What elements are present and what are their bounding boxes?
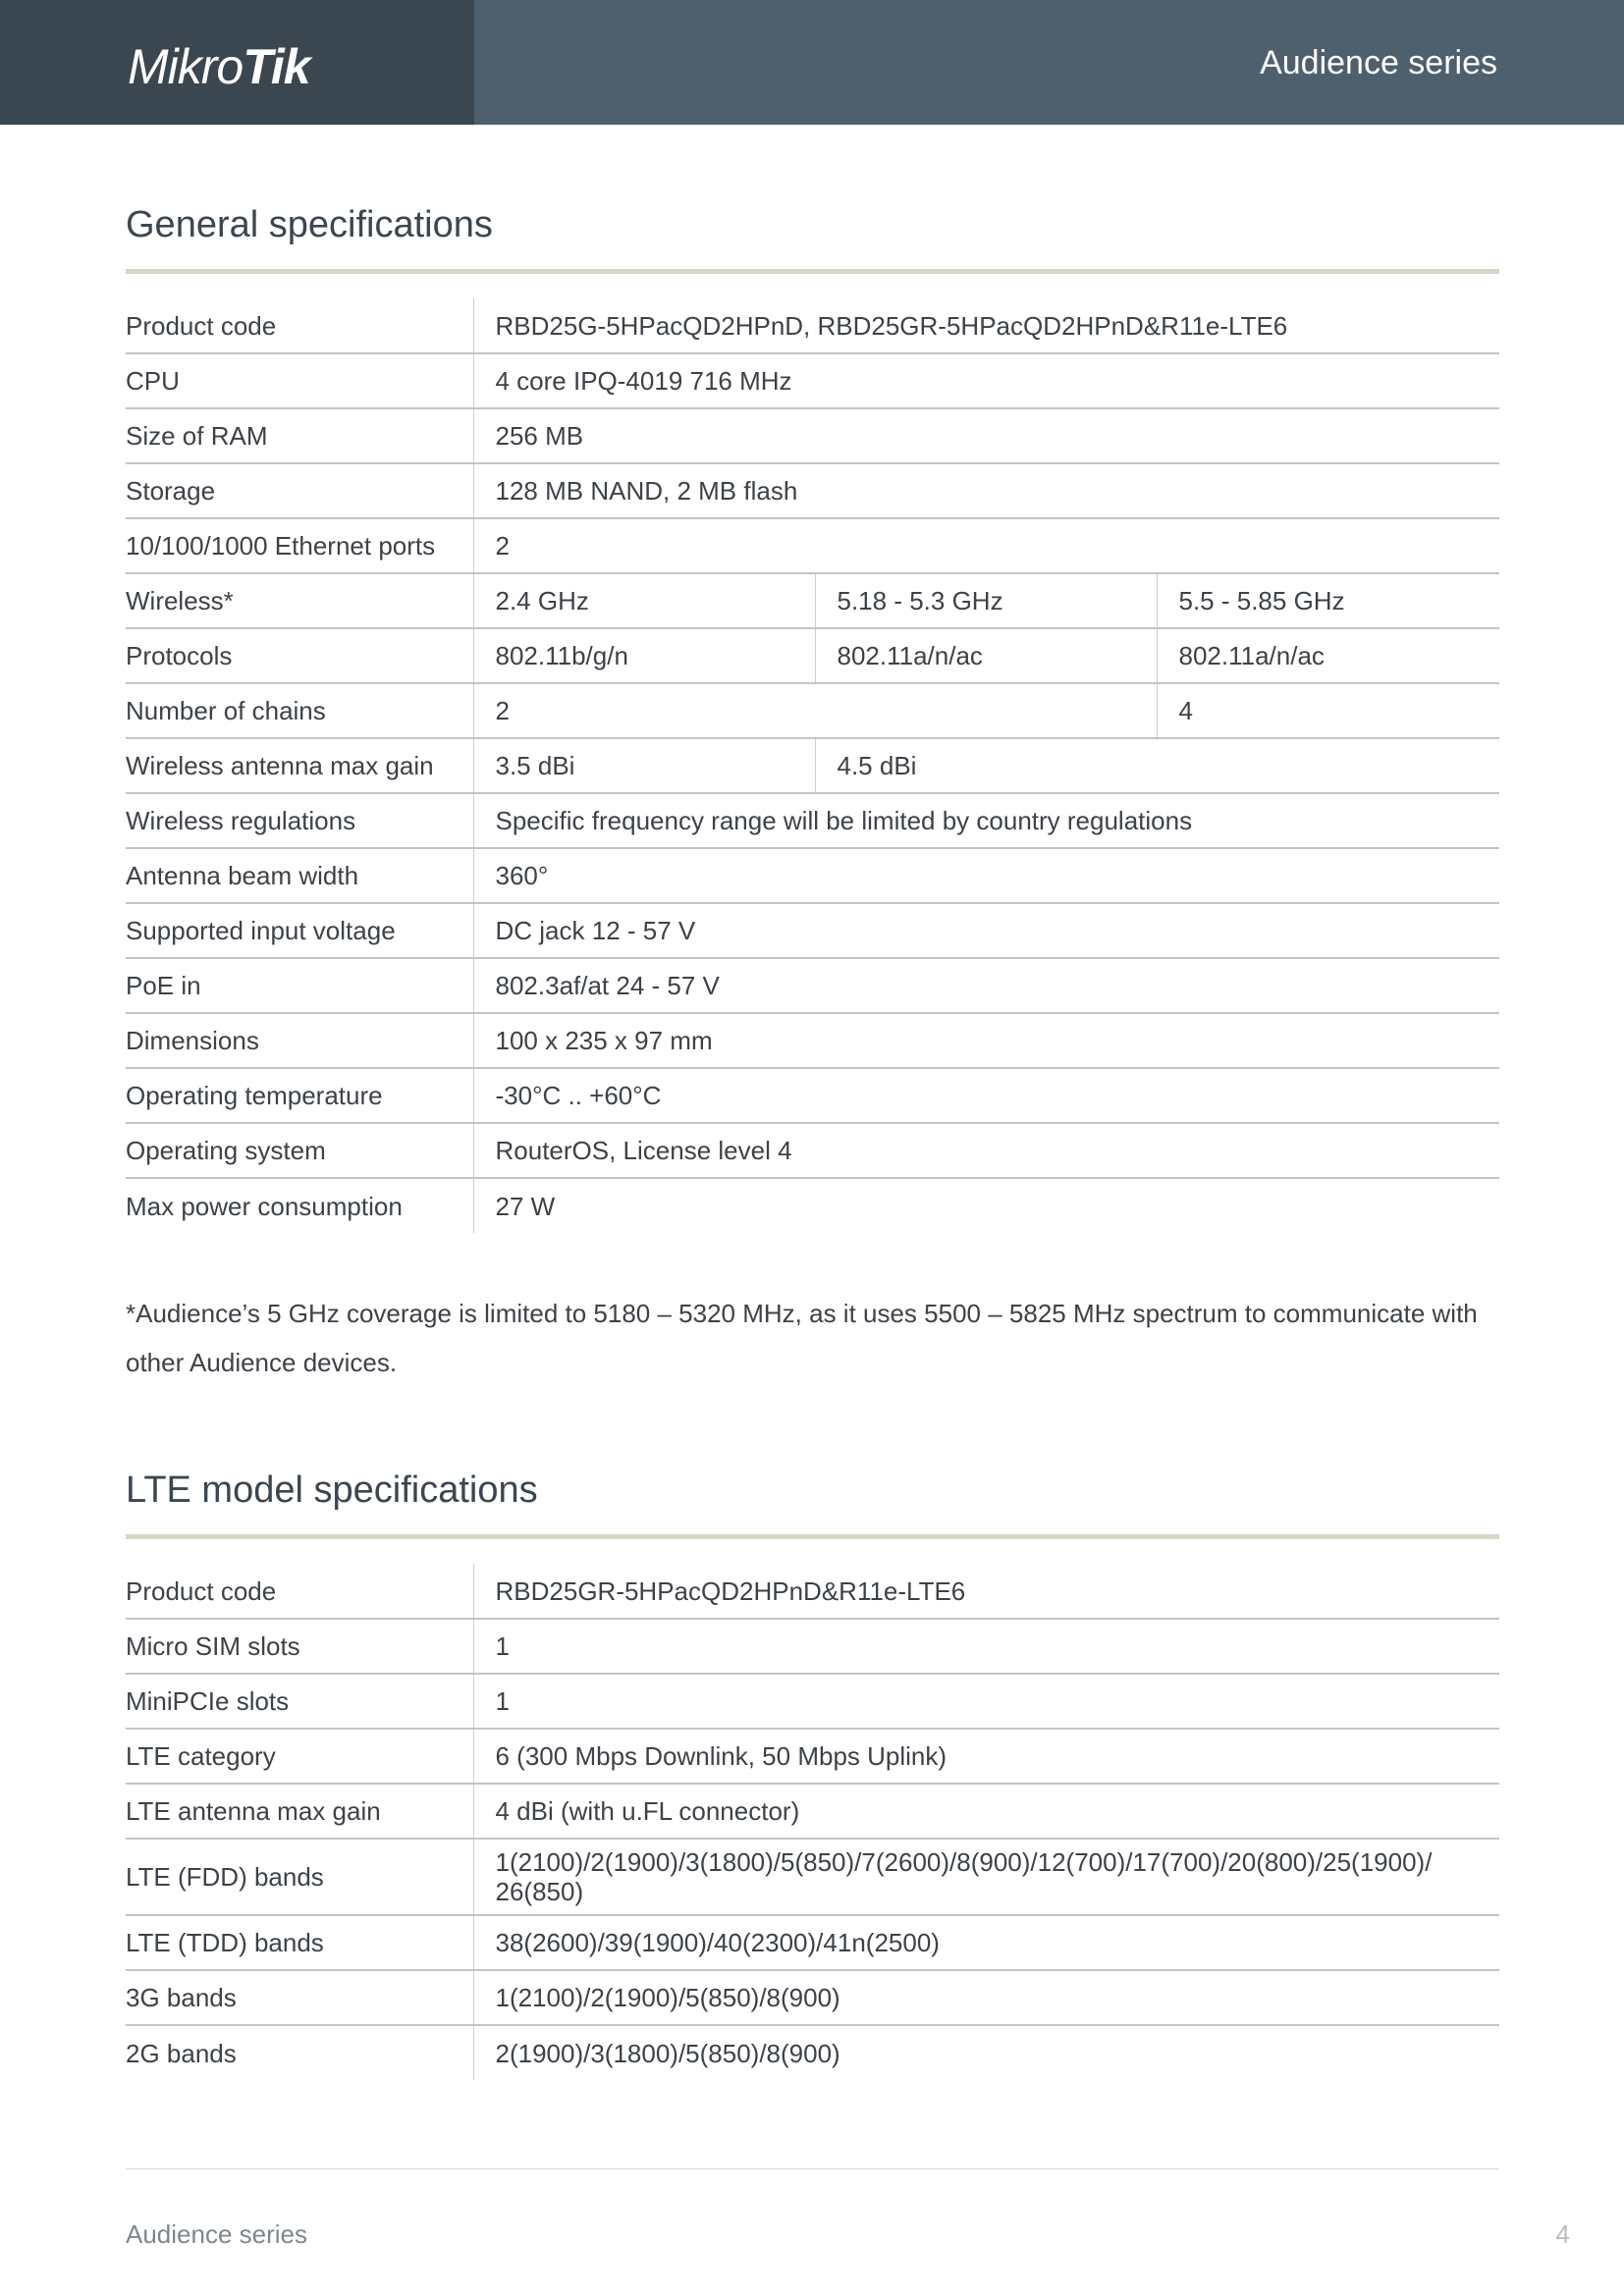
spec-value: RouterOS, License level 4 bbox=[473, 1123, 1499, 1178]
spec-value: 2(1900)/3(1800)/5(850)/8(900) bbox=[473, 2025, 1499, 2080]
spec-label: 10/100/1000 Ethernet ports bbox=[126, 518, 473, 573]
spec-value: 38(2600)/39(1900)/40(2300)/41n(2500) bbox=[473, 1915, 1499, 1970]
table-row bbox=[126, 1729, 1499, 1784]
general-specs-rule bbox=[126, 269, 1499, 274]
table-row bbox=[126, 463, 1499, 518]
table-row bbox=[126, 1784, 1499, 1839]
spec-label: Wireless antenna max gain bbox=[126, 738, 473, 793]
spec-value: 5.5 - 5.85 GHz bbox=[1157, 573, 1499, 628]
table-row bbox=[126, 408, 1499, 463]
table-row bbox=[126, 1915, 1499, 1970]
spec-value: 1 bbox=[473, 1674, 1499, 1729]
table-row bbox=[126, 1178, 1499, 1233]
spec-value: -30°C .. +60°C bbox=[473, 1068, 1499, 1123]
spec-label: LTE (FDD) bands bbox=[126, 1839, 473, 1915]
spec-value: 4.5 dBi bbox=[815, 738, 1499, 793]
spec-value: RBD25GR-5HPacQD2HPnD&R11e-LTE6 bbox=[473, 1564, 1499, 1619]
logo-panel bbox=[0, 0, 474, 125]
table-row bbox=[126, 1970, 1499, 2025]
spec-label: Size of RAM bbox=[126, 408, 473, 463]
table-row bbox=[126, 573, 1499, 628]
header-series-title: Audience series bbox=[1260, 44, 1497, 81]
spec-value: Specific frequency range will be limited by country regulations bbox=[473, 793, 1499, 848]
spec-value: 256 MB bbox=[473, 408, 1499, 463]
spec-value: 802.11b/g/n bbox=[473, 628, 815, 683]
mikrotik-logo bbox=[128, 37, 310, 96]
spec-value: 100 x 235 x 97 mm bbox=[473, 1013, 1499, 1068]
wireless-footnote: *Audience’s 5 GHz coverage is limited to 5180 – 5320 MHz, as it uses 5500 – 5825 MHz spectrum to communicate with other Audience devices. bbox=[126, 1299, 1478, 1377]
spec-value: 4 dBi (with u.FL connector) bbox=[473, 1784, 1499, 1839]
spec-label: Max power consumption bbox=[126, 1178, 473, 1233]
spec-label: CPU bbox=[126, 353, 473, 408]
spec-label: 3G bands bbox=[126, 1970, 473, 2025]
table-row bbox=[126, 628, 1499, 683]
general-specs-table bbox=[126, 298, 1499, 1233]
table-row bbox=[126, 353, 1499, 408]
logo-text-bold: Tik bbox=[243, 39, 310, 94]
lte-specs-rule bbox=[126, 1534, 1499, 1539]
table-row bbox=[126, 2025, 1499, 2080]
lte-specs-table bbox=[126, 1564, 1499, 2080]
table-row bbox=[126, 1068, 1499, 1123]
table-row bbox=[126, 1123, 1499, 1178]
table-row bbox=[126, 518, 1499, 573]
spec-label: Product code bbox=[126, 1575, 277, 1606]
spec-label: Supported input voltage bbox=[126, 903, 473, 958]
spec-label: LTE category bbox=[126, 1729, 473, 1784]
table-row bbox=[126, 298, 1499, 353]
table-row bbox=[126, 1674, 1499, 1729]
spec-value: 360° bbox=[473, 848, 1499, 903]
spec-label: 2G bands bbox=[126, 2025, 473, 2080]
spec-value: RBD25G-5HPacQD2HPnD, RBD25GR-5HPacQD2HPnD&R11e-LTE6 bbox=[473, 298, 1499, 353]
spec-label: Wireless* bbox=[126, 573, 473, 628]
spec-label: Protocols bbox=[126, 628, 473, 683]
table-row bbox=[126, 793, 1499, 848]
spec-value: 4 bbox=[1157, 683, 1499, 738]
spec-value: 2.4 GHz bbox=[473, 573, 815, 628]
spec-label: Product code bbox=[126, 310, 277, 341]
spec-label: MiniPCIe slots bbox=[126, 1674, 473, 1729]
table-row bbox=[126, 1619, 1499, 1674]
table-row bbox=[126, 738, 1499, 793]
table-row bbox=[126, 1564, 1499, 1619]
spec-label: Number of chains bbox=[126, 683, 473, 738]
spec-label: Wireless regulations bbox=[126, 793, 473, 848]
spec-value: 1(2100)/2(1900)/5(850)/8(900) bbox=[473, 1970, 1499, 2025]
table-row bbox=[126, 848, 1499, 903]
spec-label: Micro SIM slots bbox=[126, 1619, 473, 1674]
spec-label: Operating system bbox=[126, 1123, 473, 1178]
spec-value: DC jack 12 - 57 V bbox=[473, 903, 1499, 958]
footer-series: Audience series bbox=[126, 2219, 307, 2249]
spec-label: PoE in bbox=[126, 958, 473, 1013]
spec-value: 802.3af/at 24 - 57 V bbox=[473, 958, 1499, 1013]
spec-value: 802.11a/n/ac bbox=[815, 628, 1157, 683]
spec-value: 3.5 dBi bbox=[473, 738, 815, 793]
table-row bbox=[126, 1839, 1499, 1915]
spec-label: LTE (TDD) bands bbox=[126, 1915, 473, 1970]
spec-label: Storage bbox=[126, 463, 473, 518]
spec-value: 1(2100)/2(1900)/3(1800)/5(850)/7(2600)/8(900)/12(700)/17(700)/20(800)/25(1900)/ 26(850) bbox=[473, 1839, 1499, 1915]
spec-label: Antenna beam width bbox=[126, 848, 473, 903]
table-row bbox=[126, 903, 1499, 958]
spec-value: 6 (300 Mbps Downlink, 50 Mbps Uplink) bbox=[473, 1729, 1499, 1784]
spec-value: 1 bbox=[473, 1619, 1499, 1674]
spec-label: LTE antenna max gain bbox=[126, 1784, 473, 1839]
spec-value: 128 MB NAND, 2 MB flash bbox=[473, 463, 1499, 518]
footer-rule bbox=[126, 2168, 1499, 2169]
table-row bbox=[126, 683, 1499, 738]
spec-value: 2 bbox=[473, 518, 1499, 573]
lte-specs-title: LTE model specifications bbox=[126, 1469, 538, 1511]
spec-value: 802.11a/n/ac bbox=[1157, 628, 1499, 683]
spec-value: 27 W bbox=[473, 1178, 1499, 1233]
spec-value: 5.18 - 5.3 GHz bbox=[815, 573, 1157, 628]
spec-value: 2 bbox=[473, 683, 1157, 738]
general-specs-title: General specifications bbox=[126, 204, 493, 245]
table-row bbox=[126, 1013, 1499, 1068]
spec-label: Dimensions bbox=[126, 1013, 473, 1068]
logo-text-main: Mikro bbox=[128, 39, 244, 94]
spec-value: 4 core IPQ-4019 716 MHz bbox=[473, 353, 1499, 408]
page-header bbox=[0, 0, 1624, 125]
table-row bbox=[126, 958, 1499, 1013]
page-number: 4 bbox=[1555, 2219, 1570, 2249]
spec-label: Operating temperature bbox=[126, 1068, 473, 1123]
